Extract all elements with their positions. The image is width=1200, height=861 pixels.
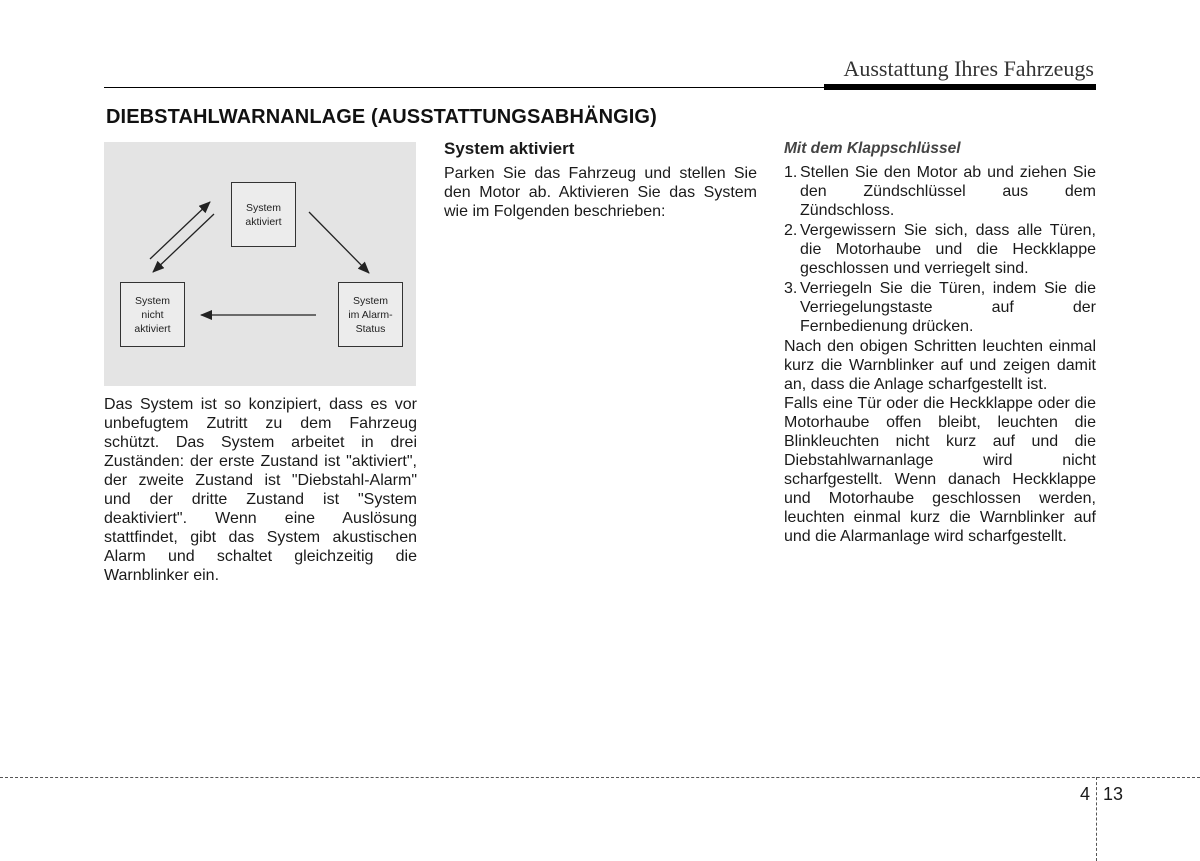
note-paragraph-1: Nach den obigen Schritten leuchten einmal kurz die Warnblinker auf und zeigen damit an, dass die Anlage scharfgestellt ist.: [784, 338, 1096, 393]
state-diagram: [104, 142, 416, 386]
system-active-heading: System aktiviert: [444, 139, 575, 158]
step-number: 2.: [784, 222, 798, 239]
state-box-alarm: System im Alarm- Status: [338, 282, 403, 347]
intro-paragraph: Das System ist so konzipiert, dass es vor unbefugtem Zutritt zu dem Fahrzeug schützt. Das System arbeitet in drei Zuständen: der erste Zustand ist "aktiviert", der zweite Zustand ist "Diebstahl-Alarm" und der dritte Zustand ist "System deaktiviert". Wenn eine Auslösung stattfindet, gibt das System akustischen Alarm und schaltet gleichzeitig die Warnblinker ein.: [104, 396, 417, 584]
state-arrows: [104, 142, 416, 386]
step-item: [784, 221, 1096, 278]
arrow-active-to-alarm: [309, 212, 369, 273]
header-bar: [824, 84, 1096, 90]
system-active-paragraph: Parken Sie das Fahrzeug und stellen Sie den Motor ab. Aktivieren Sie das System wie im Folgenden beschrieben:: [444, 165, 757, 220]
step-text: Stellen Sie den Motor ab und ziehen Sie den Zündschlüssel aus dem Zündschloss.: [800, 164, 1096, 219]
page-chapter-number: 4: [1080, 784, 1091, 804]
header-title: Ausstattung Ihres Fahrzeugs: [843, 56, 1094, 81]
column-folding-key: [784, 139, 1096, 546]
step-text: Verriegeln Sie die Türen, indem Sie die Verriegelungstaste auf der Fernbedienung drücken.: [800, 280, 1096, 335]
footer-rule: [0, 777, 1200, 778]
step-number: 3.: [784, 280, 798, 297]
section-title: DIEBSTAHLWARNANLAGE (AUSSTATTUNGSABHÄNGIG): [106, 106, 657, 128]
state-box-inactive: System nicht aktiviert: [120, 282, 185, 347]
step-text: Vergewissern Sie sich, dass alle Türen, die Motorhaube und die Heckklappe geschlossen und verriegelt sind.: [800, 222, 1096, 277]
step-item: [784, 163, 1096, 220]
state-box-active: System aktiviert: [231, 182, 296, 247]
column-intro: [104, 395, 417, 585]
step-number: 1.: [784, 164, 798, 181]
folding-key-subheading: Mit dem Klappschlüssel: [784, 140, 961, 157]
footer-divider: [1096, 777, 1097, 861]
header-rule: [104, 87, 824, 88]
arrow-active-to-inactive: [153, 214, 214, 272]
note-paragraph-2: Falls eine Tür oder die Heckklappe oder die Motorhaube offen bleibt, leuchten die Blinkleuchten nicht kurz auf und die Diebstahlwarnanlage wird nicht scharfgestellt. Wenn danach Heckklappe und Motorhaube geschlossen werden, leuchten einmal kurz die Warnblinker auf und die Alarmanlage wird scharfgestellt.: [784, 395, 1096, 545]
column-system-active: [444, 139, 757, 221]
arrow-inactive-to-active: [150, 202, 210, 259]
step-item: [784, 279, 1096, 336]
page-number: 13: [1103, 784, 1124, 804]
